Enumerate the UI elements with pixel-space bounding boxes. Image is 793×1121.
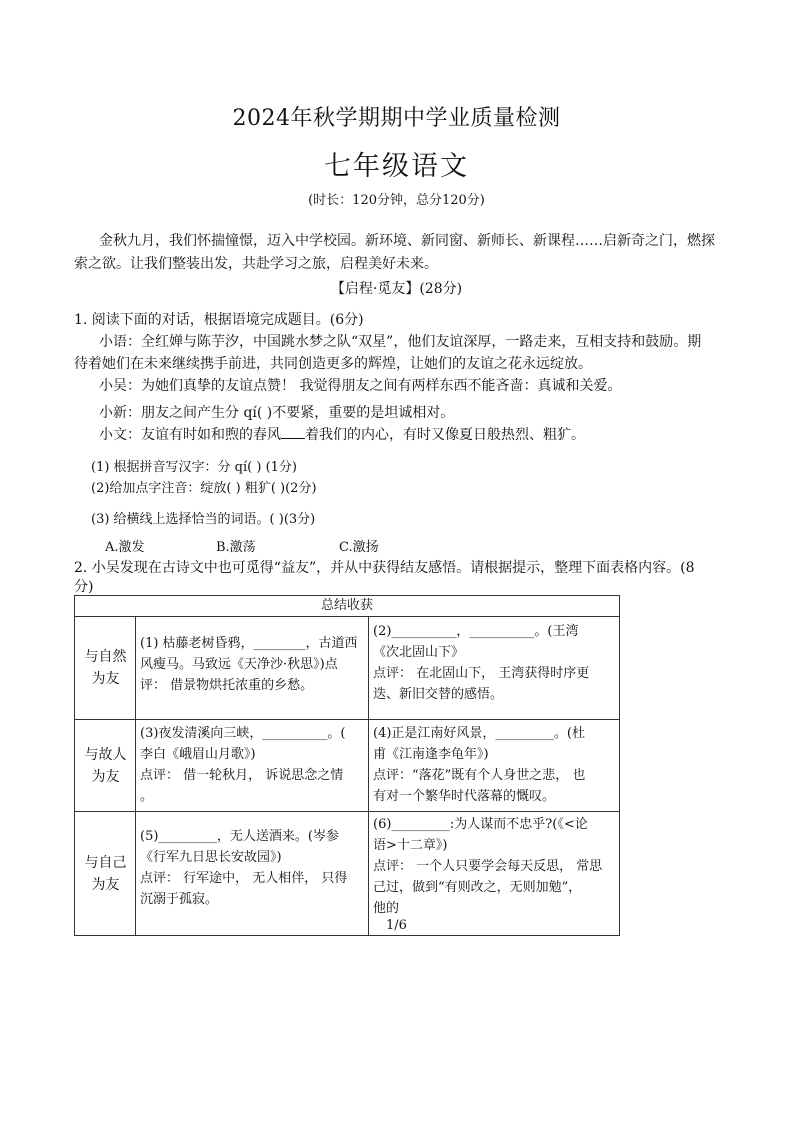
table-header: 总结收获: [75, 596, 620, 617]
exam-title: 2024年秋学期期中学业质量检测: [232, 106, 561, 131]
cell-line: 己过，做到“有则改之，无则加勉”，: [373, 880, 582, 895]
cell-line: 迭、新旧交替的感悟。: [373, 687, 504, 702]
summary-table: [74, 595, 620, 936]
q1-sub-2: (2)给加点字注音：绽放( ) 粗犷( )(2分): [91, 481, 317, 496]
q1-dialog-4-part-b: 着我们的内心，有时又像夏日般热烈、粗犷。: [305, 427, 585, 443]
table-row: [75, 812, 620, 936]
option-a: A.激发: [105, 540, 145, 555]
page-number: 1/6: [386, 918, 407, 933]
cell-line: 有对一个繁华时代落幕的慨叹。: [373, 789, 556, 804]
q2-stem-line-1: 2. 小吴发现在古诗文中也可觅得“益友”，并从中获得结友感悟。请根据提示，整理下面表格内容。(8: [74, 560, 695, 576]
cell-line: 语>十二章》): [373, 838, 448, 853]
cell-nature-right: [369, 617, 620, 720]
row-label-nature: [75, 617, 136, 720]
cell-line: 评： 借景物烘托浓重的乡愁。: [140, 678, 314, 693]
time-note: (时长：120分钟，总分120分): [308, 193, 485, 208]
option-b: B.激荡: [216, 540, 256, 555]
table-row: [75, 720, 620, 812]
cell-line: 沉溺于孤寂。: [140, 892, 219, 907]
q2-stem-line-2: 分): [74, 579, 94, 595]
option-c: C.激扬: [339, 540, 379, 555]
q1-dialog-4: [99, 424, 585, 444]
cell-line: (3)夜发清溪向三峡，__________。(: [140, 726, 346, 741]
cell-line: 点评： 一个人只要学会每天反思， 常思: [373, 859, 603, 874]
cell-line: 点评： 借一轮秋月， 诉说思念之情: [140, 768, 344, 783]
cell-line: 。: [140, 789, 154, 804]
cell-line: (5)_________，无人送酒来。(岑参: [140, 829, 339, 844]
intro-line-2: 索之欲。让我们整装出发，共赴学习之旅，启程美好未来。: [74, 256, 438, 272]
row-label-text: 与自己为友: [84, 854, 127, 893]
q1-dialog-1b: 待着她们在未来继续携手前进，共同创造更多的辉煌，让她们的友谊之花永远绽放。: [74, 356, 592, 372]
cell-line: 《次北固山下》: [373, 645, 465, 660]
cell-line: 点评： 行军途中， 无人相伴， 只得: [140, 871, 348, 886]
q1-dialog-2: 小吴：为她们真挚的友谊点赞！ 我觉得朋友之间有两样东西不能吝啬：真诚和关爱。: [99, 378, 622, 394]
cell-self-right: [369, 812, 620, 936]
cell-line: 点评：“落花”既有个人身世之悲， 也: [373, 768, 586, 783]
cell-line: (6)_________:为人谋而不忠乎?(《<论: [373, 817, 588, 832]
cell-line: 他的: [373, 901, 400, 916]
subject-title: 七年级语文: [324, 151, 469, 182]
q1-sub-1: (1) 根据拼音写汉字：分 qí( ) (1分): [91, 460, 297, 475]
cell-line: 风瘦马。马致远《天净沙·秋思》)点: [140, 657, 338, 672]
q1-dialog-4-part-a: 小文：友谊有时如和煦的春风: [99, 427, 281, 443]
row-label-self: [75, 812, 136, 936]
q1-dialog-1a: 小语：全红婵与陈芋汐，中国跳水梦之队“双星”，他们友谊深厚，一路走来，互相支持和鼓励。期: [99, 334, 702, 350]
cell-line: (4)正是江南好风景，_________。(杜: [373, 726, 585, 741]
cell-nature-left: [136, 617, 369, 720]
row-label-text: 与自然为友: [84, 649, 127, 687]
q1-stem: 1. 阅读下面的对话，根据语境完成题目。(6分): [74, 312, 364, 328]
section-heading: 【启程·觅友】(28分): [330, 281, 463, 297]
row-label-text: 与故人为友: [84, 746, 127, 785]
cell-line: 甫《江南逢李龟年》): [373, 747, 489, 762]
row-label-friend: [75, 720, 136, 812]
fill-blank[interactable]: [281, 426, 305, 439]
cell-friend-left: [136, 720, 369, 812]
cell-line: (2)__________，__________。(王湾: [373, 624, 579, 639]
table-header-row: [75, 596, 620, 617]
cell-self-left: [136, 812, 369, 936]
cell-line: 点评： 在北固山下， 王湾获得时序更: [373, 666, 590, 681]
q1-dialog-3: 小新：朋友之间产生分 qí( )不要紧，重要的是坦诚相对。: [99, 405, 455, 421]
intro-line-1: 金秋九月，我们怀揣憧憬，迈入中学校园。新环境、新同窗、新师长、新课程……启新奇之门，燃探: [99, 233, 715, 249]
cell-line: 《行军九日思长安故园》): [140, 850, 282, 865]
cell-line: 李白《峨眉山月歌》): [140, 747, 256, 762]
q1-sub-3: (3) 给横线上选择恰当的词语。( )(3分): [91, 512, 316, 527]
cell-friend-right: [369, 720, 620, 812]
cell-line: (1) 枯藤老树昏鸦，________，古道西: [140, 636, 358, 651]
table-row: [75, 617, 620, 720]
